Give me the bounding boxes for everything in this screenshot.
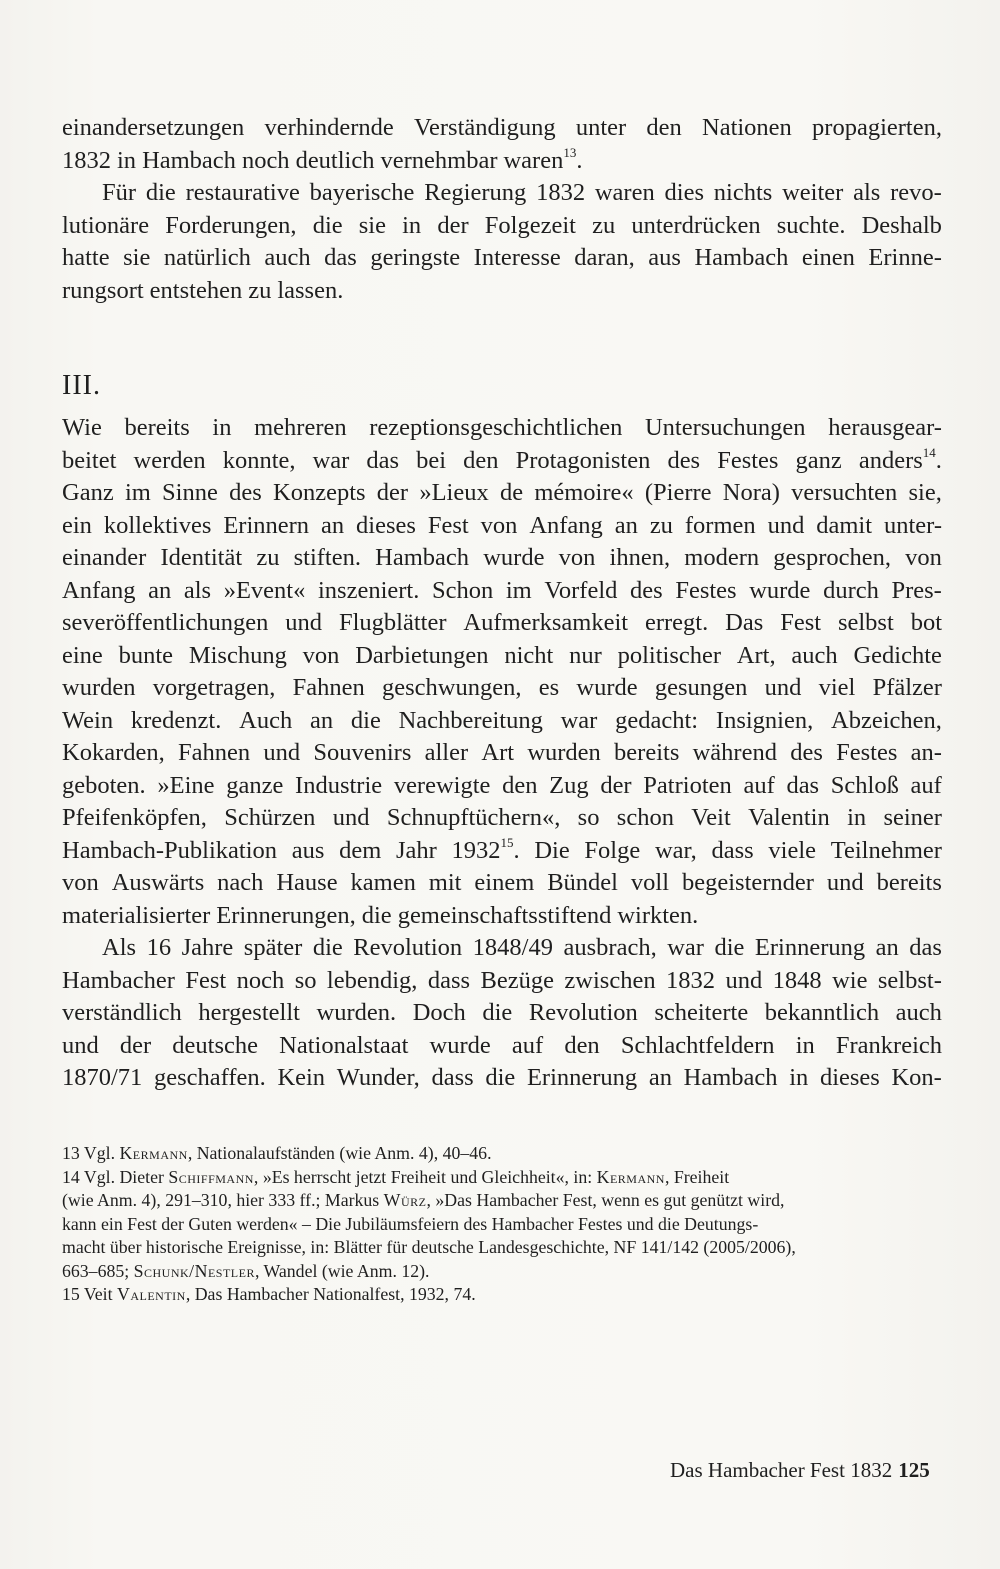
section-heading: III. [62, 370, 101, 401]
text-line: verständlich hergestellt wurden. Doch die Revolution scheiterte bekanntlich auch [62, 999, 942, 1026]
text-line: Anfang an als »Event« inszeniert. Schon im Vorfeld des Festes wurde durch Pres- [62, 576, 942, 604]
text-line: Für die restaurative bayerische Regierung 1832 waren dies nichts weiter als revo- [102, 179, 942, 206]
footnote-line: 13 Vgl. Kermann , Nationalaufständen (wie Anm. 4), 40–46. [62, 1143, 492, 1163]
text-line: eine bunte Mischung von Darbietungen nicht nur politischer Art, auch Gedichte [62, 641, 942, 669]
text-line: Ganz im Sinne des Konzepts der »Lieux de mémoire« (Pierre Nora) versuchten sie, [62, 479, 942, 506]
text-line: materialisierter Erinnerungen, die gemeinschaftsstiftend wirkten. [62, 901, 699, 929]
text-line: 1832 in Hambach noch deutlich vernehmbar waren$^{13}$. [62, 144, 583, 174]
footnote-ref: 15 [500, 834, 514, 850]
text-line: einandersetzungen verhindernde Verständigung unter den Nationen propagierten, [62, 114, 942, 141]
page-number: 125 [898, 1458, 930, 1482]
text-line: beitet werden konnte, war das bei den Protagonisten des Festes ganz anders$^{14}$. [62, 444, 942, 474]
text-line: Kokarden, Fahnen und Souvenirs aller Art wurden bereits während des Festes an- [62, 739, 942, 766]
text-line: und der deutsche Nationalstaat wurde auf den Schlachtfeldern in Frankreich [62, 1031, 942, 1059]
text-line: wurden vorgetragen, Fahnen geschwungen, es wurde gesungen und viel Pfälzer [62, 674, 942, 701]
footnote-line: 15 Veit Valentin , Das Hambacher Nationalfest, 1932, 74. [62, 1284, 476, 1304]
text-line: hatte sie natürlich auch das geringste Interesse daran, aus Hambach einen Erinne- [62, 244, 942, 271]
text-line: Pfeifenköpfen, Schürzen und Schnupftüchern«, so schon Veit Valentin in seiner [62, 804, 942, 831]
footnote-line: (wie Anm. 4), 291–310, hier 333 ff.; Markus Würz , »Das Hambacher Fest, wenn es gut genützt wird, [62, 1190, 785, 1210]
text-line: severöffentlichungen und Flugblätter Aufmerksamkeit erregt. Das Fest selbst bot [62, 609, 942, 636]
running-footer [670, 1458, 930, 1483]
footnote-line: kann ein Fest der Guten werden« – Die Jubiläumsfeiern des Hambacher Festes und die Deutungs- [62, 1213, 759, 1234]
text-line: Wie bereits in mehreren rezeptionsgeschichtlichen Untersuchungen herausgear- [62, 414, 942, 441]
text-line: rungsort entstehen zu lassen. [62, 276, 344, 304]
body-text-block-1 [62, 112, 942, 307]
text-line: Als 16 Jahre später die Revolution 1848/49 ausbrach, war die Erinnerung an das [102, 934, 942, 961]
footnote-ref: 13 [563, 144, 577, 160]
footnote-ref: 14 [922, 444, 936, 460]
text-line: einander Identität zu stiften. Hambach wurde von ihnen, modern gesprochen, von [62, 544, 942, 571]
footnote-line: 14 Vgl. Dieter Schiffmann , »Es herrscht jetzt Freiheit und Gleichheit«, in: Kermann , Freiheit [62, 1166, 730, 1187]
footnote-line: macht über historische Ereignisse, in: Blätter für deutsche Landesgeschichte, NF 141/142 (2005/2006), [62, 1237, 796, 1257]
text-line: geboten. »Eine ganze Industrie verewigte den Zug der Patrioten auf das Schloß auf [62, 771, 942, 799]
text-line: Wein kredenzt. Auch an die Nachbereitung war gedacht: Insignien, Abzeichen, [62, 706, 942, 734]
text-line: Hambach-Publikation aus dem Jahr 1932$^{15}$. Die Folge war, dass viele Teilnehmer [62, 834, 942, 864]
text-line: 1870/71 geschaffen. Kein Wunder, dass die Erinnerung an Hambach in dieses Kon- [62, 1064, 942, 1091]
footnote-line: 663–685; Schunk/Nestler , Wandel (wie Anm. 12). [62, 1260, 430, 1281]
footnotes [62, 1142, 942, 1307]
body-text-block-2 [62, 412, 942, 1095]
text-line: Hambacher Fest noch so lebendig, dass Bezüge zwischen 1832 und 1848 wie selbst- [62, 966, 942, 994]
text-line: ein kollektives Erinnern an dieses Fest von Anfang an zu formen und damit unter- [62, 511, 942, 539]
text-line: von Auswärts nach Hause kamen mit einem Bündel voll begeisternder und bereits [62, 869, 942, 896]
running-title: Das Hambacher Fest 1832 [670, 1458, 893, 1482]
text-line: lutionäre Forderungen, die sie in der Folgezeit zu unterdrücken suchte. Deshalb [62, 211, 942, 239]
